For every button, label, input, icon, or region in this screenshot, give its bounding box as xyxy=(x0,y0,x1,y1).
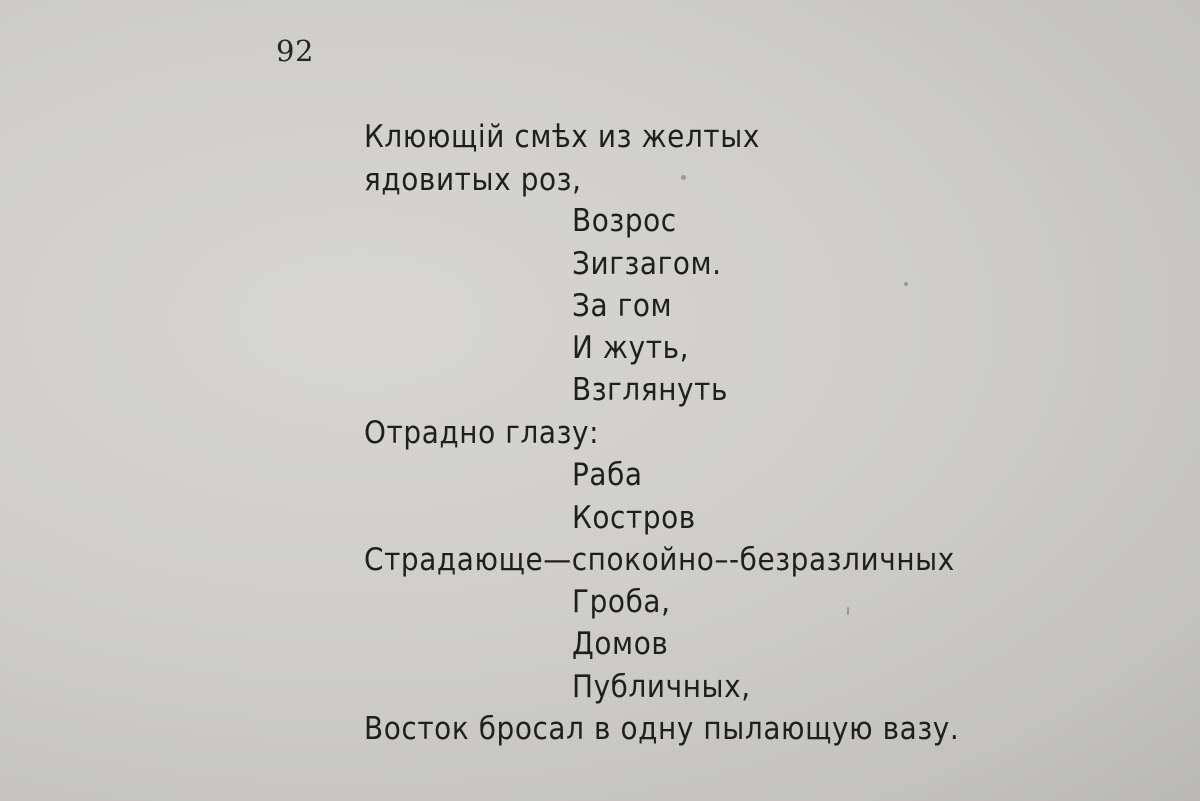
poem-line: Страдающе—спокойно–-безразличных xyxy=(364,542,955,578)
poem-line: Отрадно глазу: xyxy=(364,415,600,451)
poem-line: За гом xyxy=(572,288,673,324)
poem-line: Взглянуть xyxy=(572,372,729,408)
poem-line: Восток бросал в одну пылающую вазу. xyxy=(364,711,960,747)
page-number: 92 xyxy=(276,34,314,68)
poem-line: ядовитых роз, xyxy=(364,162,582,198)
poem-line: Клюющій смѣх из желтых xyxy=(364,119,760,155)
poem-line: Домов xyxy=(572,626,669,662)
poem-line: Возрос xyxy=(572,203,677,239)
poem-line: Зигзагом. xyxy=(572,246,722,282)
poem-line: И жуть, xyxy=(572,330,690,366)
poem-line: Публичных, xyxy=(572,669,751,705)
poem-line: Раба xyxy=(572,457,643,493)
poem-line: Гроба, xyxy=(572,584,671,620)
poem-line: Костров xyxy=(572,500,696,536)
